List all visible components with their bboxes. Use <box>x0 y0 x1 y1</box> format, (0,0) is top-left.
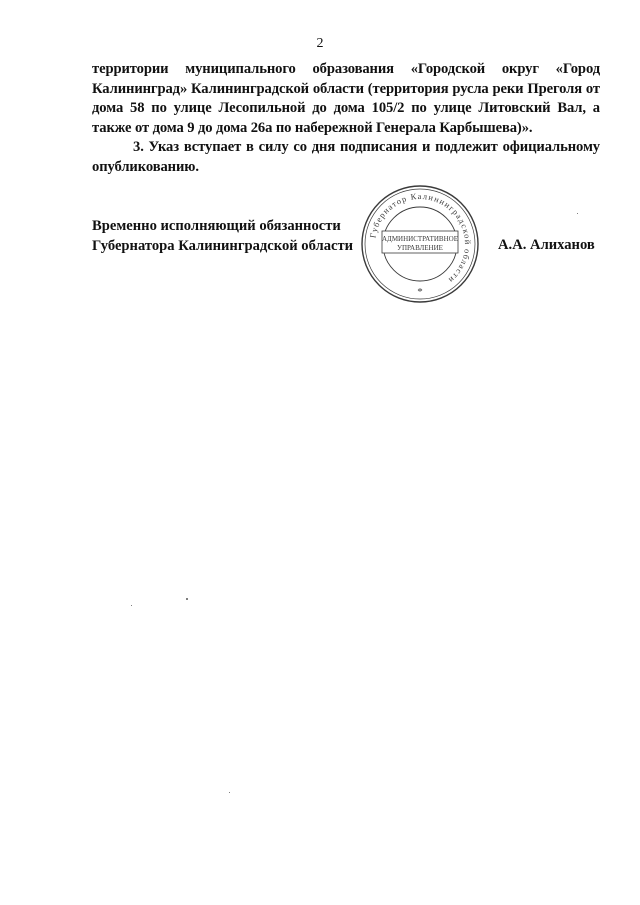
paragraph-continuation: территории муниципального образования «Городской округ «Город Калининград» Калининградской области (территория русла реки Преголя от дома 58 по улице Лесопильной до дома 105/2 по улице Литовский Вал, а также от дома 9 до дома 26а по набережной Генерала Карбышева)». <box>92 61 600 136</box>
signer-title <box>92 217 353 256</box>
signer-title-line-1: Временно исполняющий обязанности <box>92 218 341 234</box>
paragraph-effective-date: 3. Указ вступает в силу со дня подписания и подлежит официальному опубликованию. <box>92 139 600 175</box>
scan-speck <box>186 598 188 600</box>
stamp-inner-line-2: УПРАВЛЕНИЕ <box>397 244 443 252</box>
signer-title-line-2: Губернатора Калининградской области <box>92 237 354 254</box>
scan-speck <box>229 792 230 793</box>
page-number: 2 <box>316 36 324 51</box>
stamp-inner-line-1: АДМИНИСТРАТИВНОЕ <box>382 235 458 243</box>
signer-name: А.А. Алиханов <box>498 237 595 253</box>
stamp-ring-text: Губернатор Калининградской области <box>368 191 473 286</box>
scan-speck <box>577 213 578 214</box>
stamp-star: * <box>417 286 423 298</box>
scan-speck <box>131 605 132 606</box>
official-stamp <box>358 182 482 306</box>
body-text <box>92 60 600 177</box>
